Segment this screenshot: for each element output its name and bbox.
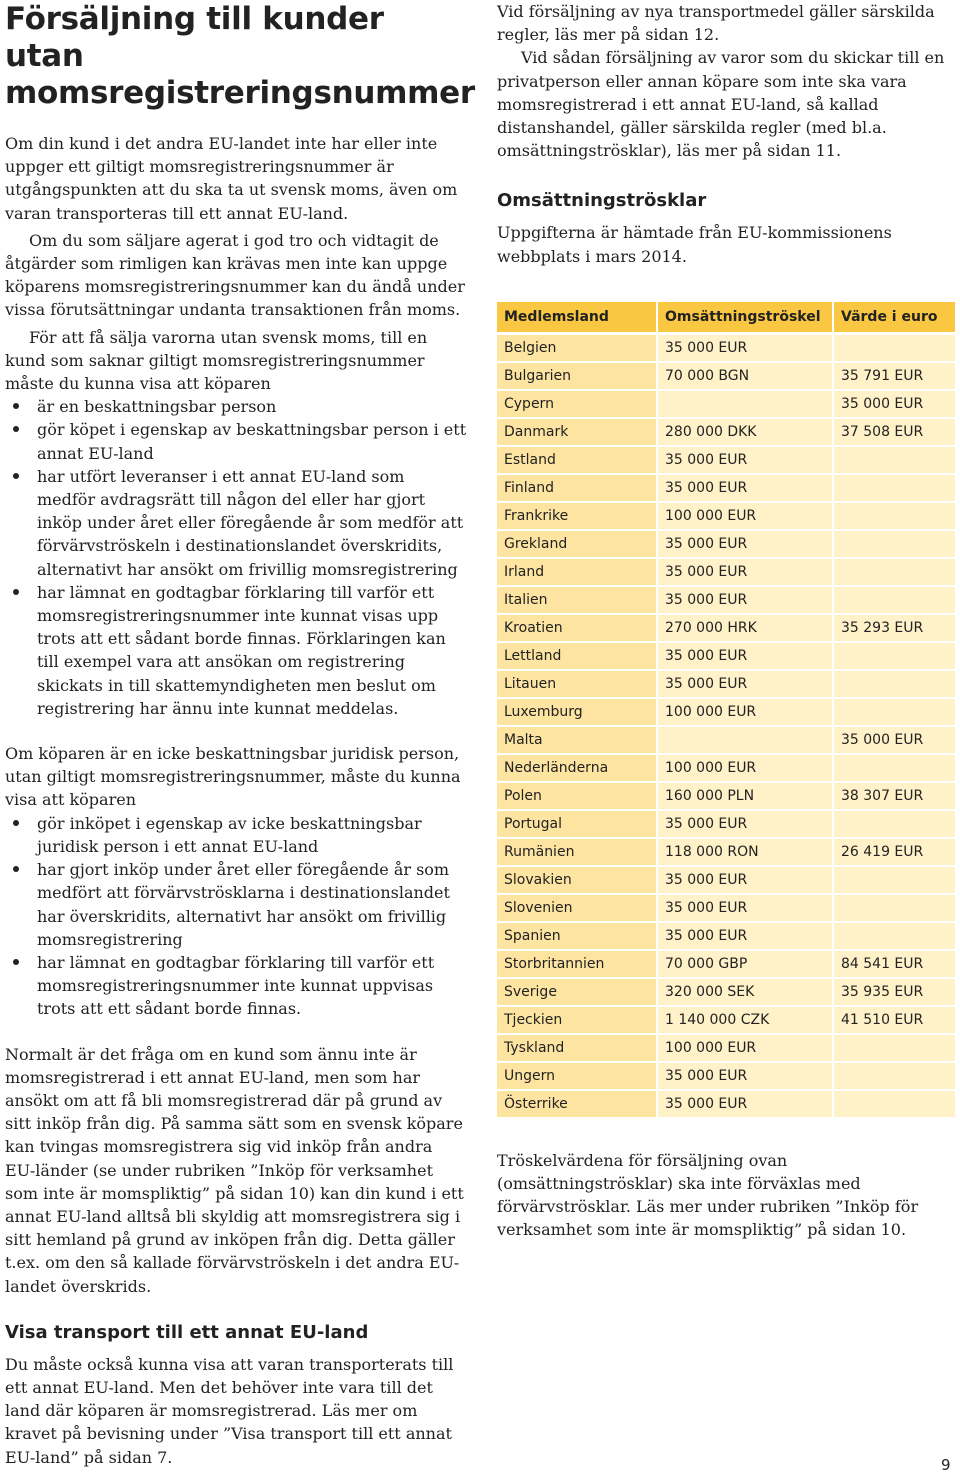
cell-threshold: 100 000 EUR bbox=[656, 1035, 832, 1063]
cell-euro bbox=[832, 643, 955, 671]
cell-country: Slovakien bbox=[497, 867, 656, 895]
table-row bbox=[497, 503, 955, 531]
cell-country: Lettland bbox=[497, 643, 656, 671]
table-row bbox=[497, 671, 955, 699]
requirements-intro-paragraph: För att få sälja varorna utan svensk moms, till en kund som saknar giltigt momsregistreringsnummer måste du kunna visa att köparen bbox=[5, 327, 428, 394]
table-row bbox=[497, 1063, 955, 1091]
cell-threshold: 35 000 EUR bbox=[656, 531, 832, 559]
list-item: har lämnat en godtagbar förklaring till varför ett momsregistreringsnummer inte kunnat uppvisas trots att ett sådant borde finnas. bbox=[37, 951, 467, 1021]
cell-euro bbox=[832, 559, 955, 587]
table-row bbox=[497, 699, 955, 727]
table-row bbox=[497, 1091, 955, 1119]
table-row bbox=[497, 615, 955, 643]
cell-euro: 35 293 EUR bbox=[832, 615, 955, 643]
table-row bbox=[497, 839, 955, 867]
cell-country: Tjeckien bbox=[497, 1007, 656, 1035]
cell-country: Nederländerna bbox=[497, 755, 656, 783]
cell-country: Spanien bbox=[497, 923, 656, 951]
cell-country: Bulgarien bbox=[497, 363, 656, 391]
cell-euro bbox=[832, 587, 955, 615]
cell-country: Malta bbox=[497, 727, 656, 755]
cell-threshold: 70 000 BGN bbox=[656, 363, 832, 391]
cell-country: Cypern bbox=[497, 391, 656, 419]
cell-country: Sverige bbox=[497, 979, 656, 1007]
table-row bbox=[497, 755, 955, 783]
threshold-table bbox=[497, 302, 955, 1119]
cell-euro: 26 419 EUR bbox=[832, 839, 955, 867]
table-row bbox=[497, 1035, 955, 1063]
cell-threshold: 280 000 DKK bbox=[656, 419, 832, 447]
cell-country: Kroatien bbox=[497, 615, 656, 643]
cell-country: Belgien bbox=[497, 335, 656, 363]
cell-euro bbox=[832, 755, 955, 783]
transport-paragraph: Du måste också kunna visa att varan transporterats till ett annat EU-land. Men det behöver inte vara till det land där köparen är momsregistrerad. Läs mer om kravet på bevisning under ”Visa transport till ett annat EU-land” på sidan 7. bbox=[5, 1354, 454, 1467]
transport-vehicles-paragraph: Vid försäljning av nya transportmedel gäller särskilda regler, läs mer på sidan 12. bbox=[497, 2, 935, 45]
legal-person-requirements-list bbox=[5, 812, 467, 1021]
table-row bbox=[497, 363, 955, 391]
table-row bbox=[497, 727, 955, 755]
page-title-line2: momsregistreringsnummer bbox=[5, 75, 475, 111]
list-item: gör inköpet i egenskap av icke beskattningsbar juridisk person i ett annat EU-land bbox=[37, 812, 467, 858]
table-row bbox=[497, 531, 955, 559]
table-body bbox=[497, 335, 955, 1119]
cell-threshold: 100 000 EUR bbox=[656, 755, 832, 783]
cell-country: Österrike bbox=[497, 1091, 656, 1119]
list-item: gör köpet i egenskap av beskattningsbar person i ett annat EU-land bbox=[37, 418, 467, 464]
cell-threshold: 35 000 EUR bbox=[656, 447, 832, 475]
cell-euro bbox=[832, 867, 955, 895]
cell-country: Tyskland bbox=[497, 1035, 656, 1063]
good-faith-paragraph: Om du som säljare agerat i god tro och vidtagit de åtgärder som rimligen kan krävas men inte kan uppge köparens momsregistreringsnummer kan du ändå under vissa förutsättningar undanta transaktionen från moms. bbox=[5, 230, 465, 320]
column-header-country: Medlemsland bbox=[497, 302, 656, 335]
cell-threshold: 70 000 GBP bbox=[656, 951, 832, 979]
cell-threshold: 35 000 EUR bbox=[656, 335, 832, 363]
cell-threshold: 1 140 000 CZK bbox=[656, 1007, 832, 1035]
cell-euro: 35 000 EUR bbox=[832, 727, 955, 755]
cell-euro: 35 000 EUR bbox=[832, 391, 955, 419]
threshold-note-paragraph: Tröskelvärdena för försäljning ovan (omsättningströsklar) ska inte förväxlas med förvärvströsklar. Läs mer under rubriken ”Inköp för verksamhet som inte är momspliktig” på sidan 10. bbox=[497, 1150, 919, 1240]
cell-threshold: 35 000 EUR bbox=[656, 867, 832, 895]
table-row bbox=[497, 643, 955, 671]
cell-euro bbox=[832, 895, 955, 923]
table-row bbox=[497, 783, 955, 811]
cell-country: Rumänien bbox=[497, 839, 656, 867]
table-row bbox=[497, 419, 955, 447]
cell-euro bbox=[832, 1063, 955, 1091]
cell-threshold bbox=[656, 727, 832, 755]
cell-euro bbox=[832, 811, 955, 839]
intro-paragraph: Om din kund i det andra EU-landet inte har eller inte uppger ett giltigt momsregistreringsnummer är utgångspunkten att du ska ta ut svensk moms, även om varan transporteras till ett annat EU-land. bbox=[5, 134, 458, 223]
cell-threshold: 118 000 RON bbox=[656, 839, 832, 867]
cell-threshold: 35 000 EUR bbox=[656, 671, 832, 699]
cell-euro bbox=[832, 335, 955, 363]
cell-country: Luxemburg bbox=[497, 699, 656, 727]
table-row bbox=[497, 391, 955, 419]
cell-threshold: 100 000 EUR bbox=[656, 699, 832, 727]
cell-euro bbox=[832, 1091, 955, 1119]
cell-euro bbox=[832, 447, 955, 475]
table-row bbox=[497, 587, 955, 615]
cell-threshold: 35 000 EUR bbox=[656, 1091, 832, 1119]
table-row bbox=[497, 895, 955, 923]
cell-country: Ungern bbox=[497, 1063, 656, 1091]
buyer-requirements-list bbox=[5, 395, 467, 720]
cell-threshold: 100 000 EUR bbox=[656, 503, 832, 531]
cell-threshold: 35 000 EUR bbox=[656, 559, 832, 587]
table-row bbox=[497, 951, 955, 979]
cell-country: Slovenien bbox=[497, 895, 656, 923]
cell-country: Polen bbox=[497, 783, 656, 811]
normal-case-paragraph: Normalt är det fråga om en kund som ännu inte är momsregistrerad i ett annat EU-land, men som har ansökt om att få bli momsregistrerad där på grund av sitt inköp från dig. På samma sätt som en svensk köpare kan tvingas momsregistrera sig vid inköp från andra EU-länder (se under rubriken ”Inköp för verksamhet som inte är momspliktig” på sidan 10) kan din kund i ett annat EU-land alltså bli skyldig att momsregistrera sig i sitt hemland på grund av inköpen från dig. Detta gäller t.ex. om den så kallade förvärvströskeln i det andra EU-landet överskrids. bbox=[5, 1044, 464, 1296]
table-row bbox=[497, 447, 955, 475]
page-title-line1: Försäljning till kunder utan bbox=[5, 1, 384, 74]
cell-threshold: 160 000 PLN bbox=[656, 783, 832, 811]
cell-euro bbox=[832, 503, 955, 531]
cell-country: Finland bbox=[497, 475, 656, 503]
cell-country: Grekland bbox=[497, 531, 656, 559]
cell-euro: 35 935 EUR bbox=[832, 979, 955, 1007]
cell-euro: 35 791 EUR bbox=[832, 363, 955, 391]
cell-country: Litauen bbox=[497, 671, 656, 699]
cell-euro bbox=[832, 699, 955, 727]
left-column bbox=[5, 0, 475, 1469]
table-row bbox=[497, 1007, 955, 1035]
source-paragraph: Uppgifterna är hämtade från EU-kommissionens webbplats i mars 2014. bbox=[497, 223, 892, 266]
cell-threshold: 320 000 SEK bbox=[656, 979, 832, 1007]
cell-country: Storbritannien bbox=[497, 951, 656, 979]
list-item: har utfört leveranser i ett annat EU-land som medför avdragsrätt till någon del eller har gjort inköp under året eller föregående år som medför att förvärvströskeln i destinationslandet överskridits, alternativt har ansökt om frivillig momsregistrering bbox=[37, 465, 467, 581]
cell-threshold: 35 000 EUR bbox=[656, 923, 832, 951]
page-title bbox=[5, 0, 475, 112]
cell-euro: 37 508 EUR bbox=[832, 419, 955, 447]
distance-selling-paragraph: Vid sådan försäljning av varor som du skickar till en privatperson eller annan köpare som inte ska vara momsregistrerad i ett annat EU-land, så kallad distanshandel, gäller särskilda regler (med bl.a. omsättningströsklar), läs mer på sidan 11. bbox=[497, 48, 945, 161]
cell-country: Italien bbox=[497, 587, 656, 615]
list-item: är en beskattningsbar person bbox=[37, 395, 467, 418]
table-row bbox=[497, 475, 955, 503]
cell-country: Danmark bbox=[497, 419, 656, 447]
cell-euro bbox=[832, 531, 955, 559]
cell-threshold: 35 000 EUR bbox=[656, 475, 832, 503]
table-row bbox=[497, 559, 955, 587]
table-row bbox=[497, 335, 955, 363]
table-row bbox=[497, 811, 955, 839]
cell-euro bbox=[832, 475, 955, 503]
cell-country: Frankrike bbox=[497, 503, 656, 531]
cell-threshold: 35 000 EUR bbox=[656, 811, 832, 839]
cell-euro: 41 510 EUR bbox=[832, 1007, 955, 1035]
cell-threshold: 35 000 EUR bbox=[656, 895, 832, 923]
right-column bbox=[497, 0, 955, 1242]
table-row bbox=[497, 923, 955, 951]
cell-euro: 38 307 EUR bbox=[832, 783, 955, 811]
cell-threshold: 35 000 EUR bbox=[656, 587, 832, 615]
cell-country: Portugal bbox=[497, 811, 656, 839]
cell-euro bbox=[832, 1035, 955, 1063]
cell-euro bbox=[832, 671, 955, 699]
cell-threshold: 35 000 EUR bbox=[656, 643, 832, 671]
column-header-euro: Värde i euro bbox=[832, 302, 955, 335]
section-heading-transport: Visa transport till ett annat EU-land bbox=[5, 1321, 369, 1343]
table-row bbox=[497, 867, 955, 895]
cell-threshold: 270 000 HRK bbox=[656, 615, 832, 643]
list-item: har gjort inköp under året eller föregående år som medfört att förvärvströsklarna i destinationslandet har överskridits, alternativt har ansökt om frivillig momsregistrering bbox=[37, 858, 467, 951]
table-header-row bbox=[497, 302, 955, 335]
cell-euro: 84 541 EUR bbox=[832, 951, 955, 979]
cell-country: Irland bbox=[497, 559, 656, 587]
cell-country: Estland bbox=[497, 447, 656, 475]
section-heading-thresholds: Omsättningströsklar bbox=[497, 190, 707, 212]
cell-euro bbox=[832, 923, 955, 951]
list-item: har lämnat en godtagbar förklaring till varför ett momsregistreringsnummer inte kunnat visas upp trots att ett sådant borde finnas. Förklaringen kan till exempel vara att ansökan om registrering skickats in till skattemyndigheten men beslut om registrering har ännu inte kunnat meddelas. bbox=[37, 581, 467, 720]
cell-threshold bbox=[656, 391, 832, 419]
table-row bbox=[497, 979, 955, 1007]
cell-threshold: 35 000 EUR bbox=[656, 1063, 832, 1091]
legal-person-paragraph: Om köparen är en icke beskattningsbar juridisk person, utan giltigt momsregistreringsnummer, måste du kunna visa att köparen bbox=[5, 744, 461, 810]
page-number: 9 bbox=[941, 1456, 951, 1474]
column-header-threshold: Omsättningströskel bbox=[656, 302, 832, 335]
